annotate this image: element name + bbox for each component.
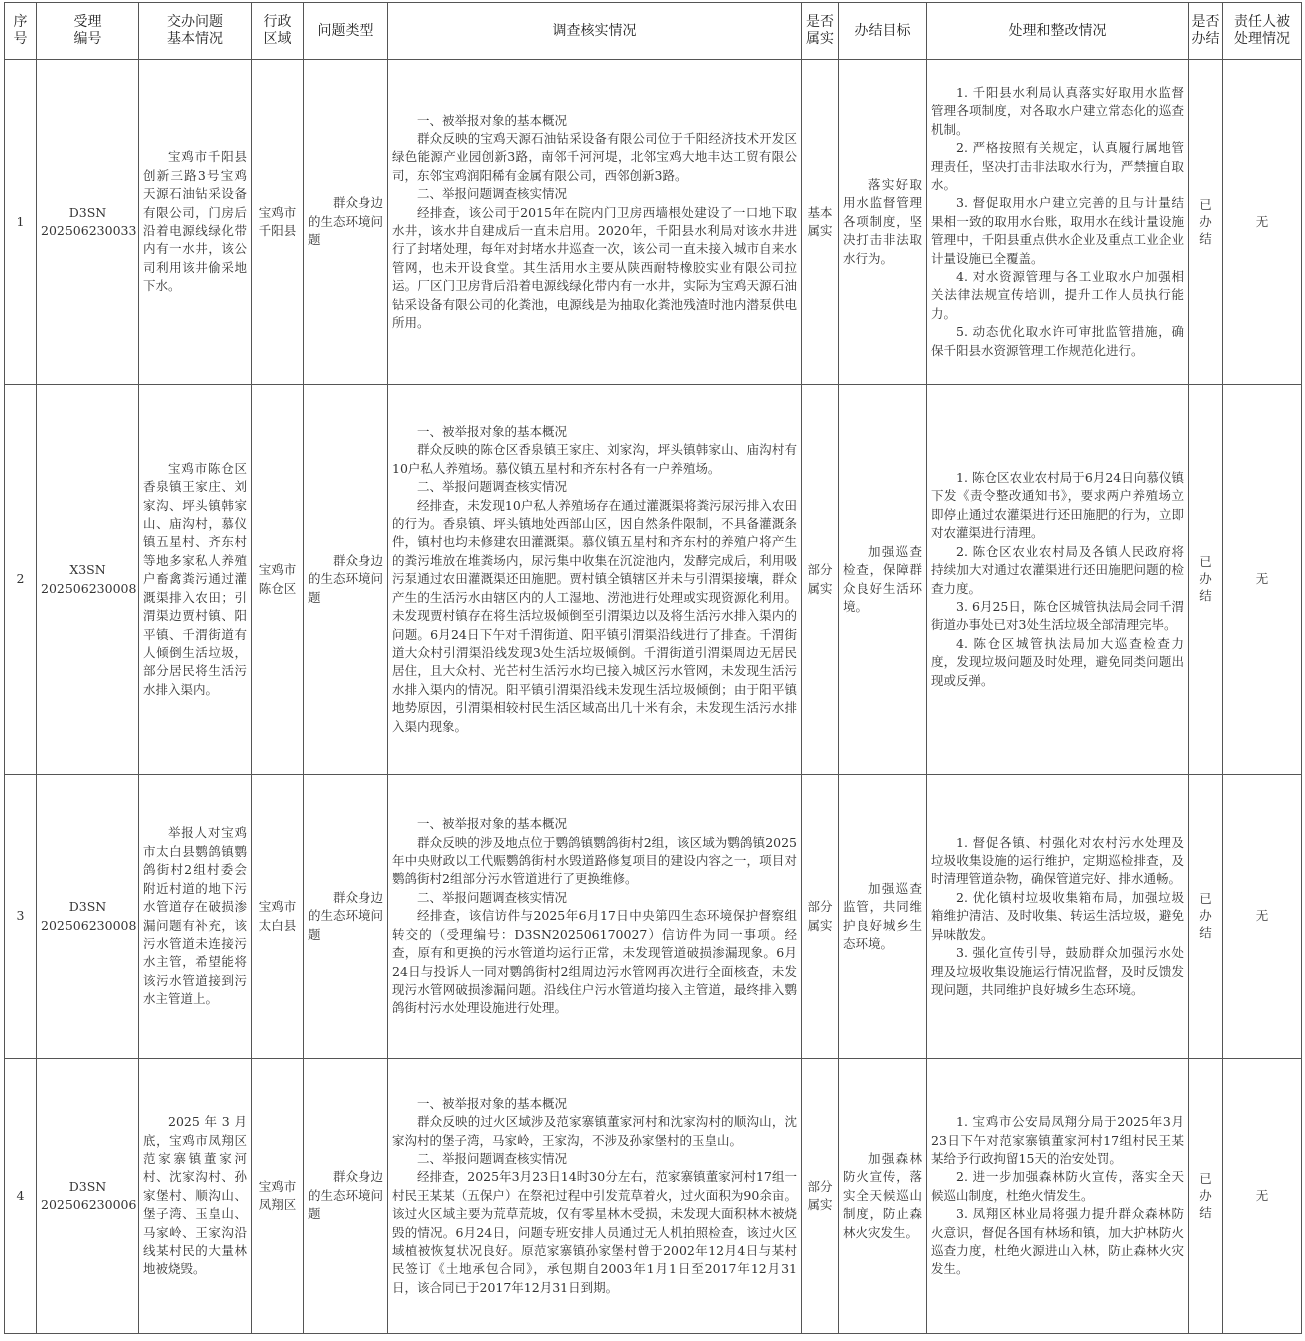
row-verified: 部分属实 <box>802 385 839 775</box>
row-investigation <box>388 775 802 1059</box>
row-summary <box>139 60 252 385</box>
row-case-id <box>37 1059 139 1334</box>
investigation-paragraph: 群众反映的陈仓区香泉镇王家庄、刘家沟，坪头镇韩家山、庙沟村有10户私人养殖场。慕仪镇五星村和齐东村各有一户养殖场。 <box>392 442 797 476</box>
row-completed <box>1189 385 1223 775</box>
row-problem-type <box>304 1059 388 1334</box>
header-verified: 是否 属实 <box>802 3 839 60</box>
rectification-item: 2. 陈仓区农业农村局及各镇人民政府将持续加大对通过农灌渠进行还田施肥问题的检查力度。 <box>931 543 1184 596</box>
investigation-paragraph: 一、被举报对象的基本概况 <box>417 424 568 440</box>
row-rectification <box>927 775 1189 1059</box>
row-rectification <box>927 385 1189 775</box>
row-accountability: 无 <box>1223 385 1302 775</box>
case-id-number: 202506230033 <box>41 223 137 238</box>
problem-type-text: 群众身边的生态环境问题 <box>308 195 384 248</box>
row-seq: 4 <box>5 1059 37 1334</box>
case-id-prefix: X3SN <box>69 562 106 578</box>
target-text: 加强森林防火宣传，落实全天候巡山制度，防止森林火灾发生。 <box>843 1150 922 1240</box>
row-case-id <box>37 775 139 1059</box>
case-id-number: 202506230006 <box>41 1197 137 1212</box>
investigation-paragraph: 一、被举报对象的基本概况 <box>417 1095 568 1111</box>
row-verified: 部分属实 <box>802 1059 839 1334</box>
rectification-item: 2. 进一步加强森林防火宣传，落实全天候巡山制度，杜绝火情发生。 <box>931 1169 1184 1203</box>
row-summary <box>139 1059 252 1334</box>
rectification-item: 5. 动态优化取水许可审批监管措施，确保千阳县水资源管理工作规范化进行。 <box>931 324 1184 358</box>
row-summary <box>139 775 252 1059</box>
summary-text: 举报人对宝鸡市太白县鹦鸽镇鹦鸽街村2组村委会附近村道的地下污水管道存在破损渗漏问题有补充，该污水管道未连接污水主管，希望能将该污水管道接到污水主管道上。 <box>143 825 247 1007</box>
summary-text: 宝鸡市陈仓区香泉镇王家庄、刘家沟、坪头镇韩家山、庙沟村，慕仪镇五星村、齐东村等地多家私人养殖户畜禽粪污通过灌溉渠排入农田；引渭渠边贾村镇、阳平镇、千渭街道有人倾倒生活垃圾，部分居民将生活污水排入渠内。 <box>143 460 247 697</box>
row-completed <box>1189 1059 1223 1334</box>
investigation-paragraph: 一、被举报对象的基本概况 <box>417 816 568 832</box>
row-region: 宝鸡市千阳县 <box>252 60 304 385</box>
row-rectification <box>927 60 1189 385</box>
investigation-paragraph: 群众反映的过火区域涉及范家寨镇董家河村和沈家沟村的顺沟山，沈家沟村的堡子湾，马家岭，王家沟，不涉及孙家堡村的玉皇山。 <box>392 1114 797 1148</box>
row-completed <box>1189 775 1223 1059</box>
row-accountability: 无 <box>1223 60 1302 385</box>
row-investigation <box>388 385 802 775</box>
row-verified: 基本属实 <box>802 60 839 385</box>
investigation-paragraph: 经排查，2025年3月23日14时30分左右，范家寨镇董家河村17组一村民王某某（五保户）在祭祀过程中引发荒草着火，过火面积为90余亩。该过火区域主要为荒草荒坡，仅有零星林木受损，未发现大面积林木被烧毁的情况。6月24日，问题专班安排人员通过无人机拍照检查，该过火区域植被恢复状况良好。原范家寨镇孙家堡村曾于2002年12月4日与某村民签订《土地承包合同》，承包期自2003年1月1日至2017年12月31日，该合同已于2017年12月31日到期。 <box>392 1169 797 1295</box>
header-summary: 交办问题 基本情况 <box>139 3 252 60</box>
header-completed: 是否 办结 <box>1189 3 1223 60</box>
target-text: 落实好取用水监督管理各项制度，坚决打击非法取水行为。 <box>843 176 922 266</box>
rectification-item: 2. 严格按照有关规定，认真履行属地管理责任，坚决打击非法取水行为，严禁擅自取水。 <box>931 140 1184 192</box>
case-id-prefix: D3SN <box>68 1178 107 1194</box>
row-rectification <box>927 1059 1189 1334</box>
completed-text: 已办结 <box>1199 554 1212 604</box>
problem-type-text: 群众身边的生态环境问题 <box>308 552 384 605</box>
row-region: 宝鸡市太白县 <box>252 775 304 1059</box>
table-row <box>5 385 1302 775</box>
header-case-id: 受理 编号 <box>37 3 139 60</box>
row-target <box>839 60 927 385</box>
row-target <box>839 385 927 775</box>
row-seq: 3 <box>5 775 37 1059</box>
row-completed <box>1189 60 1223 385</box>
row-summary <box>139 385 252 775</box>
investigation-paragraph: 二、举报问题调查核实情况 <box>417 186 568 202</box>
table-row <box>5 1059 1302 1334</box>
investigation-paragraph: 群众反映的宝鸡天源石油钻采设备有限公司位于千阳经济技术开发区绿色能源产业园创新3路，南邻千河河堤，北邻宝鸡大地丰达工贸有限公司，东邻宝鸡润阳稀有金属有限公司，西邻创新3路。 <box>392 130 797 183</box>
rectification-item: 3. 凤翔区林业局将强力提升群众森林防火意识，督促各国有林场和镇，加大护林防火巡查力度，杜绝火源进山入林，防止森林火灾发生。 <box>931 1206 1184 1277</box>
rectification-item: 4. 对水资源管理与各工业取水户加强相关法律法规宣传培训，提升工作人员执行能力。 <box>931 269 1184 321</box>
summary-text: 宝鸡市千阳县创新三路3号宝鸡天源石油钻采设备有限公司，门房后沿着电源线绿化带内有一水井，该公司利用该井偷采地下水。 <box>143 149 247 294</box>
case-id-number: 202506230008 <box>41 917 137 933</box>
supervision-table <box>4 2 1302 1334</box>
rectification-item: 3. 6月25日，陈仓区城管执法局会同千渭街道办事处已对3处生活垃圾全部清理完毕。 <box>931 598 1184 633</box>
row-seq: 1 <box>5 60 37 385</box>
summary-text: 2025年3月底，宝鸡市凤翔区范家寨镇董家河村、沈家沟村、孙家堡村、顺沟山、堡子湾、玉皇山、马家岭、王家沟沿线某村民的大量林地被烧毁。 <box>143 1114 247 1277</box>
table-row <box>5 60 1302 385</box>
investigation-paragraph: 二、举报问题调查核实情况 <box>417 889 568 905</box>
row-case-id <box>37 385 139 775</box>
header-target: 办结目标 <box>839 3 927 60</box>
row-case-id <box>37 60 139 385</box>
row-verified: 部分属实 <box>802 775 839 1059</box>
completed-text: 已办结 <box>1199 1170 1212 1220</box>
row-target <box>839 1059 927 1334</box>
header-problem-type: 问题类型 <box>304 3 388 60</box>
header-region: 行政 区域 <box>252 3 304 60</box>
completed-text: 已办结 <box>1199 891 1212 941</box>
row-problem-type <box>304 60 388 385</box>
rectification-item: 1. 督促各镇、村强化对农村污水处理及垃圾收集设施的运行维护，定期巡检排查，及时清理管道杂物，确保管道完好、排水通畅。 <box>931 834 1184 887</box>
header-seq: 序号 <box>5 3 37 60</box>
rectification-item: 1. 陈仓区农业农村局于6月24日向慕仪镇下发《责令整改通知书》，要求两户养殖场立即停止通过农灌渠进行还田施肥的行为，立即对农灌渠进行清理。 <box>931 470 1184 541</box>
case-id-prefix: D3SN <box>68 899 107 915</box>
completed-text: 已办结 <box>1199 196 1212 246</box>
row-region: 宝鸡市陈仓区 <box>252 385 304 775</box>
investigation-paragraph: 二、举报问题调查核实情况 <box>417 479 568 495</box>
investigation-paragraph: 经排查，该信访件与2025年6月17日中央第四生态环境保护督察组转交的（受理编号：D3SN202506170027）信访件为同一事项。经查，原有和更换的污水管道均运行正常，未发现管道破损渗漏现象。6月24日与投诉人一同对鹦鸽街村2组周边污水管网再次进行全面核查，未发现污水管网破损渗漏问题。沿线住户污水管道均接入主管道，最终排入鹦鸽街村污水处理设施进行处理。 <box>392 908 797 1016</box>
row-investigation <box>388 1059 802 1334</box>
header-investigation: 调查核实情况 <box>388 3 802 60</box>
row-accountability: 无 <box>1223 775 1302 1059</box>
row-target <box>839 775 927 1059</box>
row-accountability: 无 <box>1223 1059 1302 1334</box>
rectification-item: 3. 督促取用水户建立完善的且与计量结果相一致的取用水台账，取用水在线计量设施管理中，千阳县重点供水企业及重点工业企业计量设施已全覆盖。 <box>931 195 1184 266</box>
header-rectification: 处理和整改情况 <box>927 3 1189 60</box>
rectification-item: 1. 宝鸡市公安局凤翔分局于2025年3月23日下午对范家寨镇董家河村17组村民王某某给予行政拘留15天的治安处罚。 <box>931 1114 1184 1166</box>
row-region: 宝鸡市凤翔区 <box>252 1059 304 1334</box>
problem-type-text: 群众身边的生态环境问题 <box>308 1169 384 1222</box>
rectification-item: 3. 强化宣传引导，鼓励群众加强污水处理及垃圾收集设施运行情况监督，及时反馈发现问题，共同维护良好城乡生态环境。 <box>931 945 1184 997</box>
header-row <box>5 3 1302 60</box>
investigation-paragraph: 群众反映的涉及地点位于鹦鸽镇鹦鸽街村2组，该区域为鹦鸽镇2025年中央财政以工代赈鹦鸽街村水毁道路修复项目的建设内容之一，项目对鹦鸽街村2组部分污水管道进行了更换维修。 <box>392 834 797 887</box>
row-investigation <box>388 60 802 385</box>
table-row <box>5 775 1302 1059</box>
header-accountability: 责任人被 处理情况 <box>1223 3 1302 60</box>
case-id-prefix: D3SN <box>68 204 107 220</box>
row-problem-type <box>304 385 388 775</box>
investigation-paragraph: 二、举报问题调查核实情况 <box>417 1150 568 1166</box>
investigation-paragraph: 一、被举报对象的基本概况 <box>417 112 568 128</box>
target-text: 加强巡查监管，共同维护良好城乡生态环境。 <box>843 880 922 951</box>
row-seq: 2 <box>5 385 37 775</box>
investigation-paragraph: 经排查，该公司于2015年在院内门卫房西墙根处建设了一口地下取水井，该水井自建成后一直未启用。2020年，千阳县水利局对该水井进行了封堵处理，每年对封堵水井巡查一次，该公司一直未接入城市自来水管网，也未开设食堂。其生活用水主要从陕西耐特橡胶实业有限公司拉运。厂区门卫房背后沿着电源线绿化带内有一水井，实际为宝鸡天源石油钻采设备有限公司的化粪池，电源线是为抽取化粪池残渣时池内潜泵供电所用。 <box>392 204 797 331</box>
row-problem-type <box>304 775 388 1059</box>
case-id-number: 202506230008 <box>41 580 137 596</box>
rectification-item: 4. 陈仓区城管执法局加大巡查检查力度，发现垃圾问题及时处理，避免同类问题出现或反弹。 <box>931 635 1184 688</box>
rectification-item: 2. 优化镇村垃圾收集箱布局，加强垃圾箱维护清洁、及时收集、转运生活垃圾，避免异味散发。 <box>931 889 1184 942</box>
problem-type-text: 群众身边的生态环境问题 <box>308 889 384 942</box>
rectification-item: 1. 千阳县水利局认真落实好取用水监督管理各项制度，对各取水户建立常态化的巡查机制。 <box>931 84 1184 137</box>
target-text: 加强巡查检查，保障群众良好生活环境。 <box>843 543 922 614</box>
investigation-paragraph: 经排查，未发现10户私人养殖场存在通过灌溉渠将粪污尿污排入农田的行为。香泉镇、坪头镇地处西部山区，因自然条件限制，不具备灌溉条件，镇村也均未修建农田灌溉渠。慕仪镇五星村和齐东村的养殖户将产生的粪污堆放在堆粪场内，尿污集中收集在沉淀池内，发酵完成后，利用吸污泵通过农田灌溉渠还田施肥。贾村镇全镇辖区并未与引渭渠接壤，群众产生的生活污水由辖区内的人工湿地、涝池进行处理或实现资源化利用。未发现贾村镇存在将生活垃圾倾倒至引渭渠边以及将生活污水排入渠内的问题。6月24日下午对千渭街道、阳平镇引渭渠沿线进行了排查。千渭街道大众村引渭渠沿线发现3处生活垃圾倾倒。千渭街道引渭渠周边无居民居住，且大众村、光芒村生活污水均已接入城区污水管网，未发现生活污水排入渠内的情况。阳平镇引渭渠沿线未发现生活垃圾倾倒；由于阳平镇地势原因，引渭渠相较村民生活区域高出几十米有余，未发现生活污水排入渠内现象。 <box>392 497 797 734</box>
